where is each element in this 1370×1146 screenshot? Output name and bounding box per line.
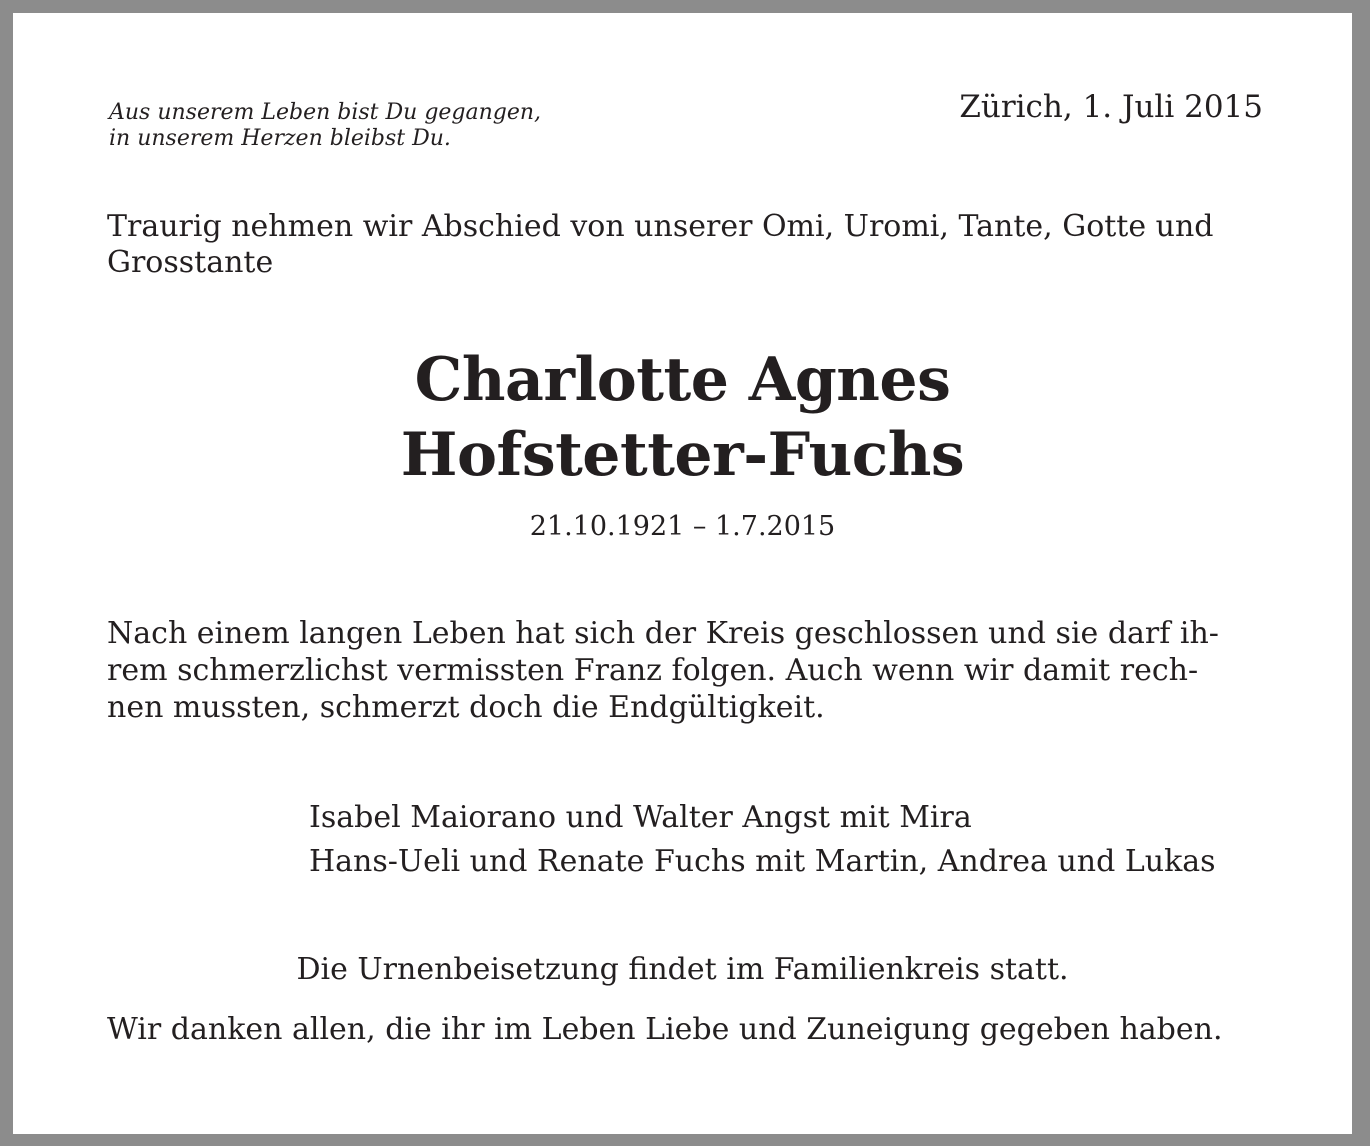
thanks-note: Wir danken allen, die ihr im Leben Liebe und Zuneigung gegeben haben. [107, 1012, 1223, 1047]
intro-line-2: Grosstante [107, 245, 274, 280]
intro-text [107, 209, 1267, 281]
body-line-1: Nach einem langen Leben hat sich der Kreis geschlossen und sie darf ih- [107, 616, 1219, 651]
place-and-date: Zürich, 1. Juli 2015 [959, 89, 1263, 125]
motto-line-2: in unserem Herzen bleibst Du. [109, 126, 451, 151]
burial-note: Die Urnenbeisetzung findet im Familienkreis statt. [296, 952, 1069, 987]
motto-line-1: Aus unserem Leben bist Du gegangen, [109, 100, 542, 125]
deceased-name-first: Charlotte Agnes [414, 345, 951, 415]
body-paragraph [107, 615, 1277, 726]
body-line-2: rem schmerzlichst vermissten Franz folgen. Auch wenn wir damit rech- [107, 653, 1199, 688]
mourner-line: Isabel Maiorano und Walter Angst mit Mira [309, 800, 972, 835]
mourner-line: Hans-Ueli und Renate Fuchs mit Martin, Andrea und Lukas [309, 844, 1216, 879]
obituary-page [13, 13, 1352, 1134]
life-dates: 21.10.1921 – 1.7.2015 [529, 511, 836, 542]
mourners-list [309, 796, 1216, 884]
motto-verse [109, 100, 669, 152]
intro-line-1: Traurig nehmen wir Abschied von unserer Omi, Uromi, Tante, Gotte und [107, 209, 1214, 244]
deceased-name-last: Hofstetter-Fuchs [400, 420, 965, 490]
body-line-3: nen mussten, schmerzt doch die Endgültigkeit. [107, 690, 825, 725]
